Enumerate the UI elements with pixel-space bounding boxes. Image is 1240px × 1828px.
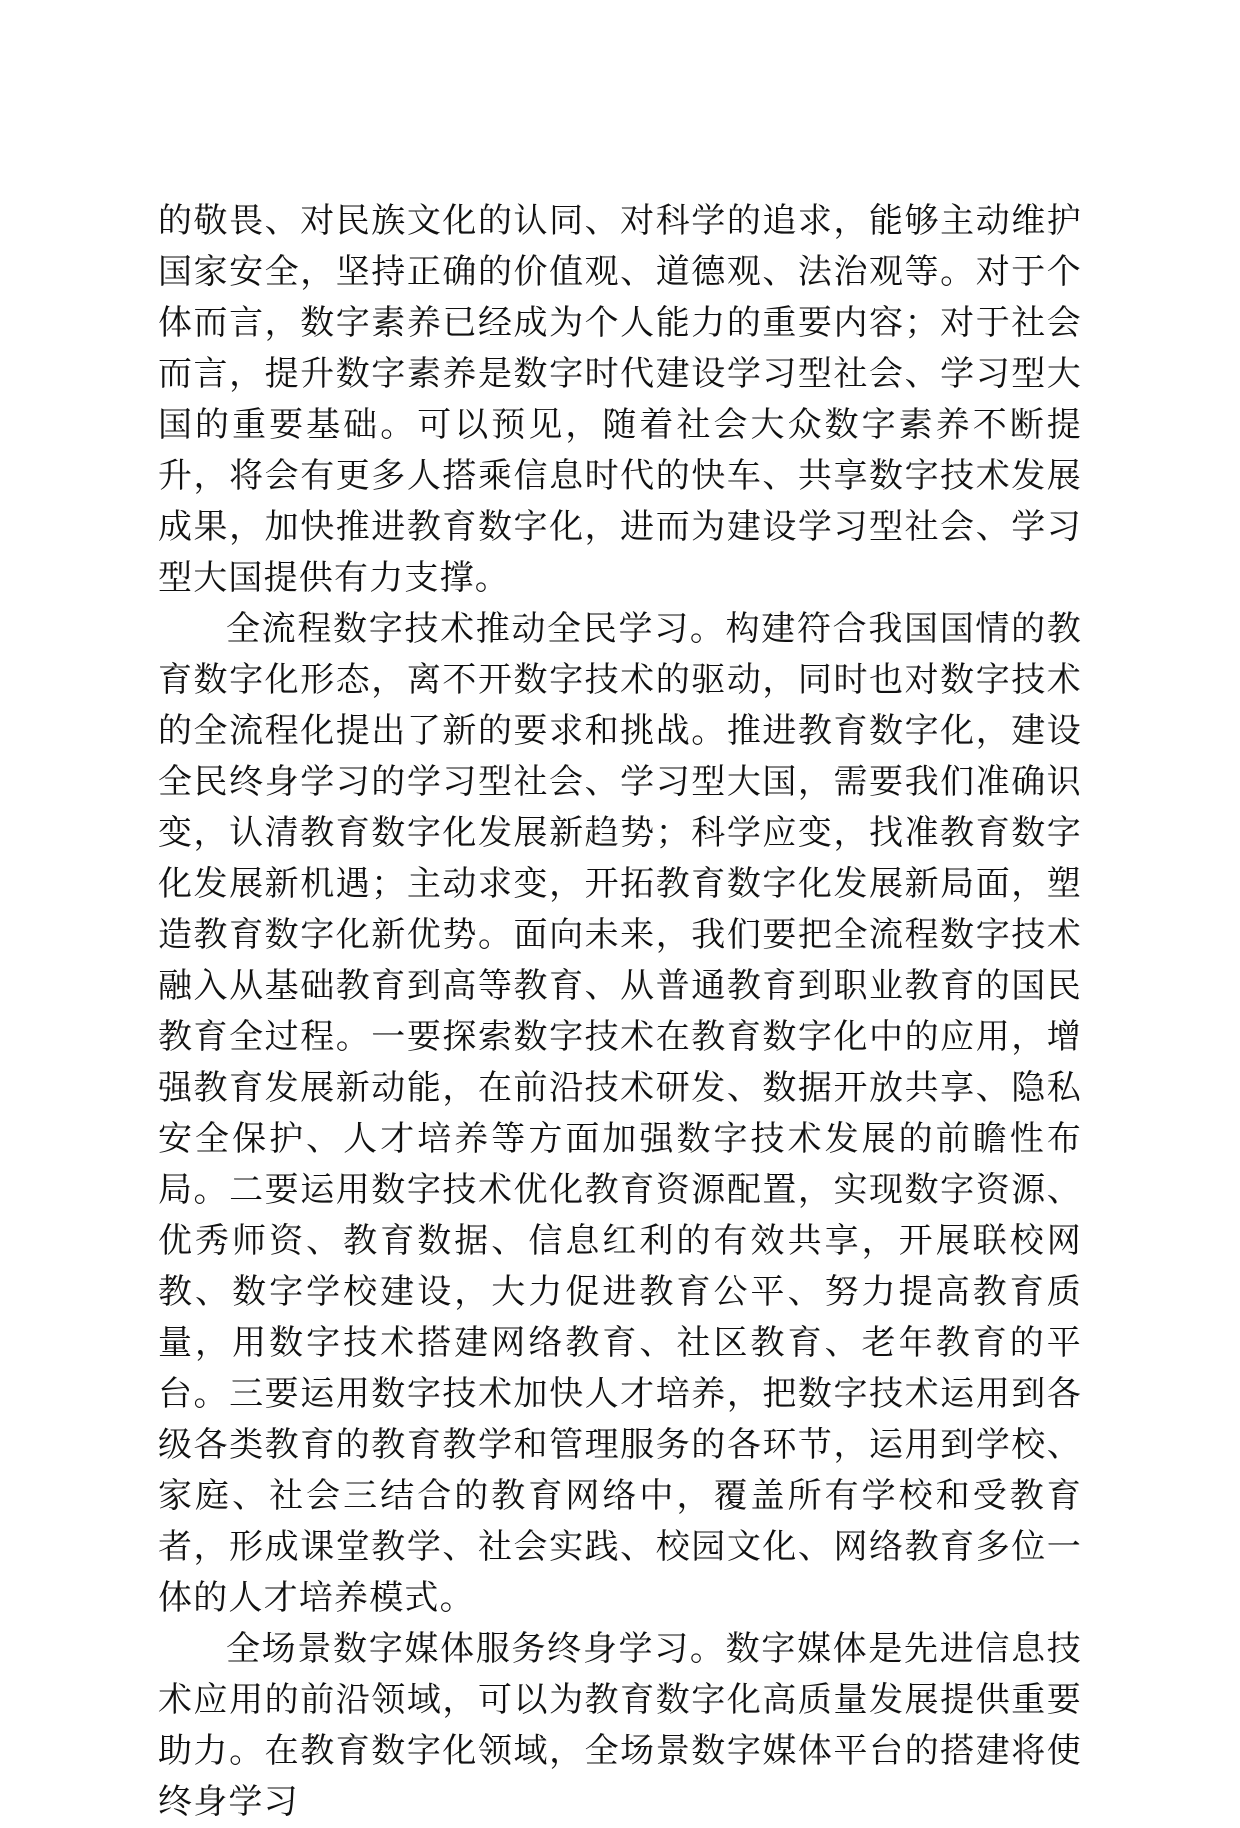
paragraph-full-process-digital-tech: 全流程数字技术推动全民学习。构建符合我国国情的教育数字化形态，离不开数字技术的驱动，同时也对数字技术的全流程化提出了新的要求和挑战。推进教育数字化，建设全民终身学习的学习型社会、学习型大国，需要我们准确识变，认清教育数字化发展新趋势；科学应变，找准教育数字化发展新机遇；主动求变，开拓教育数字化发展新局面，塑造教育数字化新优势。面向未来，我们要把全流程数字技术融入从基础教育到高等教育、从普通教育到职业教育的国民教育全过程。一要探索数字技术在教育数字化中的应用，增强教育发展新动能，在前沿技术研发、数据开放共享、隐私安全保护、人才培养等方面加强数字技术发展的前瞻性布局。二要运用数字技术优化教育资源配置，实现数字资源、优秀师资、教育数据、信息红利的有效共享，开展联校网教、数字学校建设，大力促进教育公平、努力提高教育质量，用数字技术搭建网络教育、社区教育、老年教育的平台。三要运用数字技术加快人才培养，把数字技术运用到各级各类教育的教育教学和管理服务的各环节，运用到学校、家庭、社会三结合的教育网络中，覆盖所有学校和受教育者，形成课堂教学、社会实践、校园文化、网络教育多位一体的人才培养模式。 <box>158 609 1082 1618</box>
paragraph-full-scene-digital-media: 全场景数字媒体服务终身学习。数字媒体是先进信息技术应用的前沿领域，可以为教育数字化高质量发展提供重要助力。在教育数字化领域，全场景数字媒体平台的搭建将使终身学习 <box>158 1629 1082 1822</box>
body-text <box>158 196 1082 1828</box>
paragraph-continuation: 的敬畏、对民族文化的认同、对科学的追求，能够主动维护国家安全，坚持正确的价值观、道德观、法治观等。对于个体而言，数字素养已经成为个人能力的重要内容；对于社会而言，提升数字素养是数字时代建设学习型社会、学习型大国的重要基础。可以预见，随着社会大众数字素养不断提升，将会有更多人搭乘信息时代的快车、共享数字技术发展成果，加快推进教育数字化，进而为建设学习型社会、学习型大国提供有力支撑。 <box>158 201 1082 598</box>
